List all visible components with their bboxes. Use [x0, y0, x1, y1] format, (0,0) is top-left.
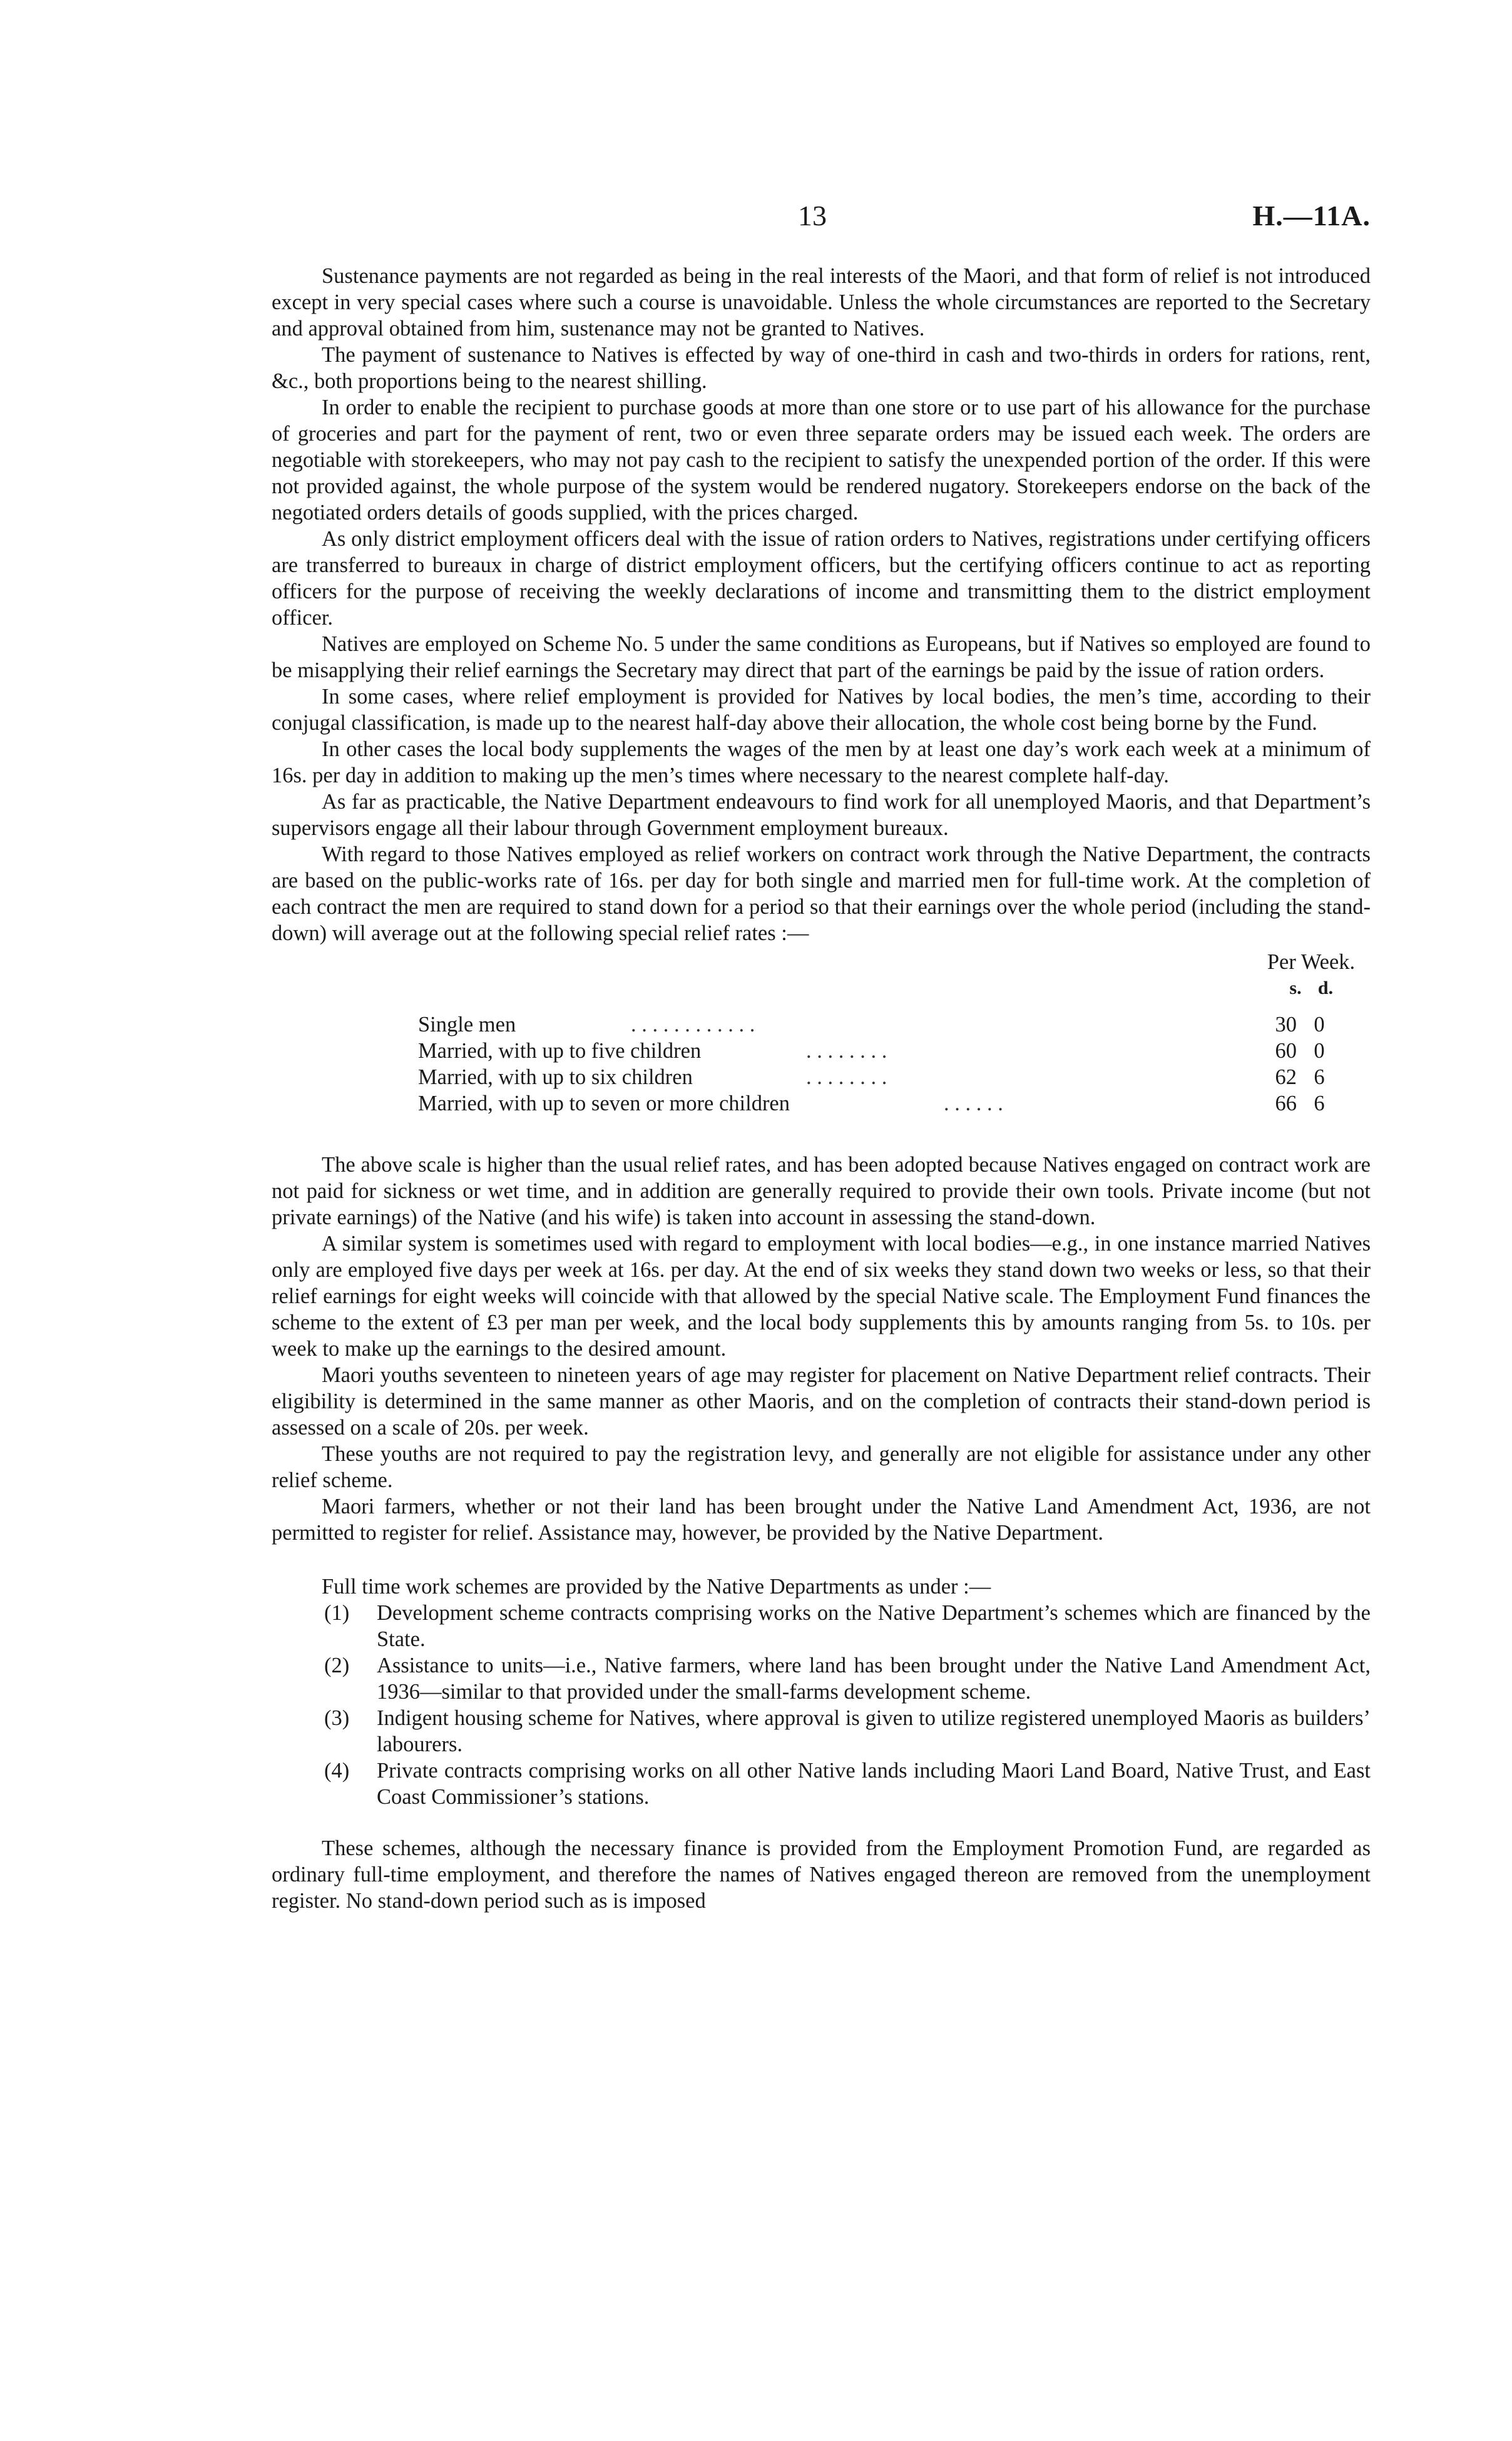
rate-shillings: 30: [1275, 1013, 1297, 1036]
paragraph-scale-explanation: The above scale is higher than the usual relief rates, and has been adopted because Natives engaged on contract work are not paid for sickness or wet time, and in addition are generally required to provide their own tools. Private income (but not private earnings) of the Native (and his wife) is taken into account in assessing the stand-down.: [272, 1153, 1371, 1229]
rate-label: Single men: [418, 1013, 516, 1036]
rate-pence: 6: [1314, 1092, 1325, 1115]
paragraph-similar-system: A similar system is sometimes used with regard to employment with local bodies—e.g., in one instance married Natives only are employed five days per week at 16s. per day. At the end of six weeks they stand down two weeks or less, so that their relief earnings for eight weeks will coincide with that allowed by the special Native scale. The Employment Fund finances the scheme to the extent of £3 per man per week, and the local body supplements this by amounts ranging from 5s. to 10s. per week to make up the earnings to the desired amount.: [272, 1232, 1371, 1361]
rate-shillings: 62: [1275, 1065, 1297, 1089]
paragraph-local-bodies: In some cases, where relief employment is provided for Natives by local bodies, the men’s time, according to their conjugal classification, is made up to the nearest half-day above their allocation, the whole cost being borne by the Fund.: [272, 685, 1371, 735]
body-text: [272, 263, 1371, 1914]
paragraph-closing: These schemes, although the necessary finance is provided from the Employment Promotion Fund, are regarded as ordinary full-time employment, and therefore the names of Natives engaged thereon are removed from the unemployment register. No stand-down period such as is imposed: [272, 1836, 1371, 1913]
paragraph-local-body-wages: In other cases the local body supplements the wages of the men by at least one day’s work each week at a minimum of 16s. per day in addition to making up the men’s times where necessary to the nearest complete half-day.: [272, 737, 1371, 787]
rate-shillings: 66: [1275, 1092, 1297, 1115]
shillings-header: s.: [1289, 978, 1302, 998]
table-row: [418, 1038, 1357, 1064]
list-item-text: Indigent housing scheme for Natives, where approval is given to utilize registered unemployed Maoris as builders’ labourers.: [377, 1706, 1371, 1756]
rate-shillings: 60: [1275, 1039, 1297, 1063]
leader-dots: . . . . . . . .: [806, 1039, 887, 1063]
rate-pence: 6: [1314, 1065, 1325, 1089]
list-item-number: (2): [324, 1654, 350, 1677]
list-item: [272, 1600, 1371, 1652]
spacer: [272, 1810, 1371, 1835]
pence-header: d.: [1317, 978, 1334, 998]
rate-pence: 0: [1314, 1039, 1325, 1063]
rates-header: Per Week.: [1267, 950, 1356, 974]
rate-label: Married, with up to seven or more children: [418, 1092, 790, 1115]
list-item-number: (1): [324, 1601, 350, 1625]
page-header: [0, 199, 1512, 237]
leader-dots: . . . . . . . .: [806, 1065, 887, 1089]
leader-dots: . . . . . . . . . . . .: [631, 1013, 755, 1036]
spacer: [272, 1546, 1371, 1571]
paragraph-maori-farmers: Maori farmers, whether or not their land has been brought under the Native Land Amendment Act, 1936, are not permitted to register for relief. Assistance may, however, be provided by the Native Department.: [272, 1495, 1371, 1545]
paragraph-contract-work: With regard to those Natives employed as relief workers on contract work through the Native Department, the contracts are based on the public-works rate of 16s. per day for both single and married men for full-time work. At the completion of each contract the men are required to stand down for a period so that their earnings over the whole period (including the stand-down) will average out at the following special relief rates :—: [272, 842, 1371, 945]
paragraph-maori-youths: Maori youths seventeen to nineteen years of age may register for placement on Native Department relief contracts. Their eligibility is determined in the same manner as other Maoris, and on the completion of contracts their stand-down period is assessed on a scale of 20s. per week.: [272, 1363, 1371, 1440]
table-row: [418, 1090, 1357, 1117]
list-item-number: (3): [324, 1706, 350, 1730]
paragraph-ration-orders: In order to enable the recipient to purchase goods at more than one store or to use part of his allowance for the purchase of groceries and part for the payment of rent, two or even three separate orders may be issued each week. The orders are negotiable with storekeepers, who may not pay cash to the recipient to satisfy the unexpended portion of the order. If this were not provided against, the whole purpose of the system would be rendered nugatory. Storekeepers endorse on the back of the negotiated orders details of goods supplied, with the prices charged.: [272, 396, 1371, 525]
paragraph-district-officers: As only district employment officers deal with the issue of ration orders to Natives, registrations under certifying officers are transferred to bureaux in charge of district employment officers, but the certifying officers continue to act as reporting officers for the purpose of receiving the weekly declarations of income and transmitting them to the district employment officer.: [272, 527, 1371, 630]
list-item-text: Assistance to units—i.e., Native farmers, where land has been brought under the Native Land Amendment Act, 1936—similar to that provided under the small-farms development scheme.: [377, 1654, 1371, 1704]
document-reference: H.—11A.: [1252, 200, 1371, 232]
table-row: [418, 1011, 1357, 1038]
paragraph-registration-levy: These youths are not required to pay the registration levy, and generally are not eligible for assistance under any other relief scheme.: [272, 1442, 1371, 1492]
list-item: [272, 1758, 1371, 1810]
paragraph-sustenance: Sustenance payments are not regarded as being in the real interests of the Maori, and that form of relief is not introduced except in very special cases where such a course is unavoidable. Unless the whole circumstances are reported to the Secretary and approval obtained from him, sustenance may not be granted to Natives.: [272, 264, 1371, 340]
leader-dots: . . . . . .: [944, 1092, 1003, 1115]
paragraph-payment-method: The payment of sustenance to Natives is effected by way of one-third in cash and two-thirds in orders for rations, rent, &c., both proportions being to the nearest shilling.: [272, 343, 1371, 393]
list-item: [272, 1652, 1371, 1705]
list-item: [272, 1705, 1371, 1758]
page-number: 13: [798, 200, 827, 232]
schemes-list: [272, 1600, 1371, 1810]
paragraph-scheme-5: Natives are employed on Scheme No. 5 under the same conditions as Europeans, but if Natives so employed are found to be misapplying their relief earnings the Secretary may direct that part of the earnings be paid by the issue of ration orders.: [272, 632, 1371, 682]
table-row: [418, 1064, 1357, 1090]
rate-label: Married, with up to five children: [418, 1039, 702, 1063]
list-item-text: Private contracts comprising works on all other Native lands including Maori Land Board, Native Trust, and East Coast Commissioner’s stations.: [377, 1759, 1371, 1809]
list-item-text: Development scheme contracts comprising works on the Native Department’s schemes which are financed by the State.: [377, 1601, 1371, 1651]
rate-label: Married, with up to six children: [418, 1065, 693, 1089]
rates-units-header: [1280, 975, 1343, 1001]
schemes-intro: Full time work schemes are provided by the Native Departments as under :—: [322, 1575, 991, 1599]
paragraph-native-department: As far as practicable, the Native Department endeavours to find work for all unemployed Maoris, and that Department’s supervisors engage all their labour through Government employment bureaux.: [272, 790, 1371, 840]
list-item-number: (4): [324, 1759, 350, 1783]
relief-rates-table: [272, 949, 1371, 1117]
rate-pence: 0: [1314, 1013, 1325, 1036]
